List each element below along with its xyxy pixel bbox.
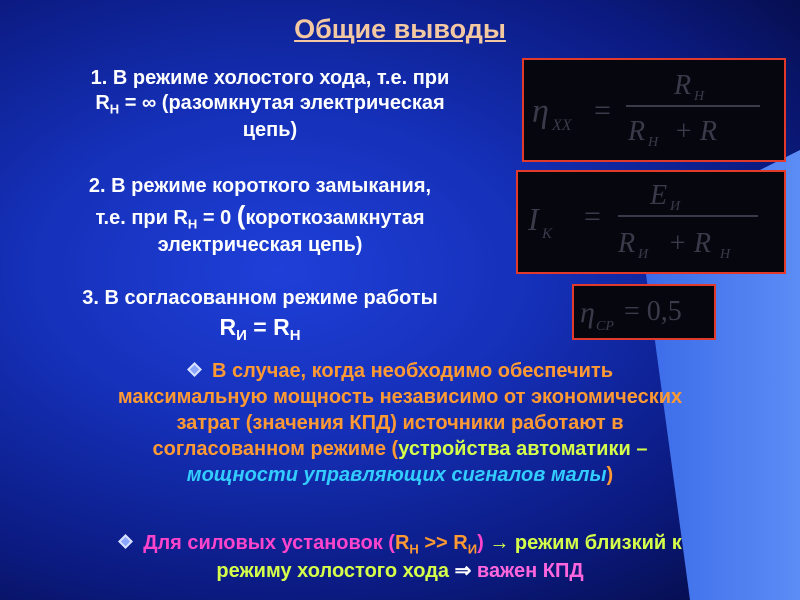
formula-box-efficiency-open	[522, 58, 786, 162]
formula-1-den-sub: Н	[648, 135, 659, 150]
formula-3-lhs-sub: СР	[596, 319, 614, 334]
formula-1-lhs-sub: ХХ	[552, 117, 572, 134]
point-2-line-1: 2. В режиме короткого замыкания,	[88, 175, 432, 197]
formula-1-den-plus: + R	[674, 116, 717, 147]
point-1-line-1: 1. В режиме холостого хода, т.е. при	[90, 67, 450, 89]
formula-2-num-sub: И	[670, 199, 681, 214]
formula-2-lhs-sub: К	[542, 226, 552, 242]
point-2	[20, 174, 500, 258]
bullet-1	[10, 358, 790, 488]
bullet-1-line-3: затрат (значения КПД) источники работают в	[176, 412, 624, 434]
bullet-1-line-1: В случае, когда необходимо обеспечить	[10, 358, 790, 384]
point-3-line-1: 3. В согласованном режиме работы	[82, 287, 438, 309]
bullet-2	[10, 530, 790, 584]
formula-1-den: R	[628, 116, 646, 147]
point-2-line-2: т.е. при $R_Н = 0$ (короткозамкнутая	[95, 200, 425, 232]
formula-box-matched-efficiency	[572, 284, 716, 340]
point-3	[20, 286, 500, 346]
formula-3-lhs: η	[580, 296, 595, 329]
point-1	[20, 66, 520, 143]
formula-box-short-circuit-current	[516, 170, 786, 274]
point-2-line-3: электрическая цепь)	[157, 233, 363, 256]
formula-3-svg	[574, 286, 714, 338]
point-1-line-3: цепь)	[242, 118, 298, 141]
bullet-2-line-2: режиму холостого хода ⇒ важен КПД	[216, 560, 584, 583]
formula-2-lhs: I	[528, 201, 539, 237]
point-1-line-2: $R_Н$ = ∞ (разомкнутая электрическая	[95, 92, 445, 117]
formula-1-svg	[524, 60, 784, 160]
bullet-1-line-4: согласованном режиме (устройства автоматики –	[152, 438, 648, 460]
formula-2-den: R	[618, 228, 636, 259]
formula-2-eq: =	[584, 200, 601, 233]
formula-2-num: E	[650, 180, 668, 211]
formula-1-eq: =	[594, 94, 611, 127]
diamond-bullet-icon	[118, 534, 133, 549]
formula-2-den-plus-sub: Н	[720, 247, 731, 262]
bullet-2-line-1: Для силовых установок $(R_Н >> R_И)$ → режим близкий к	[10, 530, 790, 558]
diamond-bullet-icon	[187, 362, 202, 377]
bullet-1-line-2: максимальную мощность независимо от экономических	[117, 386, 683, 408]
point-3-line-2: $R_И = R_Н$	[219, 314, 301, 345]
formula-1-num: R	[674, 70, 692, 101]
formula-3-rhs: = 0,5	[624, 296, 682, 327]
formula-1-num-sub: Н	[694, 89, 705, 104]
formula-2-svg	[518, 172, 784, 272]
formula-2-den-plus: + R	[668, 228, 711, 259]
formula-2-den-sub: И	[638, 247, 649, 262]
bullet-1-line-5: мощности управляющих сигналов малы)	[186, 464, 614, 486]
formula-1-lhs: η	[532, 93, 549, 130]
slide-title: Общие выводы	[294, 14, 506, 44]
